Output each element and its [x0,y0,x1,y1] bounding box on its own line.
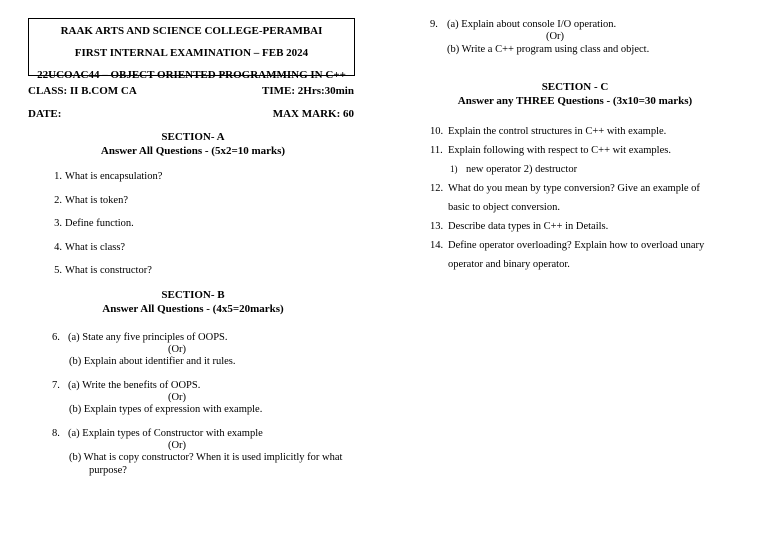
question-number: 5. [54,265,62,276]
question-2 [52,194,358,208]
question-number: 13. [430,221,444,232]
section-a-questions [52,170,358,278]
section-c-questions [430,122,740,274]
course-title: 22UCOAC44 – OBJECT ORIENTED PROGRAMMING IN C++ [37,69,346,81]
question-number: 4. [54,241,62,253]
subitem-number: 1) [450,164,458,174]
question-11 [430,141,740,160]
question-14 [430,236,740,255]
or-separator: (Or) [167,344,187,355]
subitem-text: new operator 2) destructor [466,164,578,175]
question-part-a: (a) State any five principles of OOPS. [68,331,228,343]
section-a-heading [28,130,358,158]
question-text: What is class? [65,241,126,253]
question-number: 1. [54,171,62,182]
section-c-heading [430,80,720,108]
question-number: 8. [52,427,60,439]
question-text: What do you mean by type conversion? Give an example of [448,183,700,194]
question-12-continued: basic to object conversion. [448,202,560,213]
question-part-b: (b) What is copy constructor? When it is used implicitly for what [69,452,343,463]
question-1 [52,170,358,184]
meta-row-class-time [28,85,356,97]
section-c-instruction: Answer any THREE Questions - (3x10=30 marks) [457,95,693,107]
question-text: What is constructor? [65,265,152,276]
question-number: 3. [54,218,62,229]
section-c-title: SECTION - C [541,81,609,93]
exam-header-box [28,18,355,81]
question-part-a: (a) Explain about console I/O operation. [447,19,617,30]
section-b-title: SECTION- B [161,288,225,301]
question-14-continued: operator and binary operator. [448,259,570,270]
question-part-b: (b) Write a C++ program using class and object. [447,44,650,55]
question-number: 12. [430,183,444,194]
question-number: 6. [52,331,60,343]
section-b-questions [52,332,358,478]
or-separator: (Or) [167,392,187,403]
question-12 [430,179,740,198]
question-number: 9. [430,19,438,30]
question-number: 11. [430,145,443,156]
meta-row-date-mark [28,108,356,120]
question-number: 10. [430,126,444,137]
question-part-b-continued: purpose? [89,464,127,476]
question-10 [430,122,740,141]
college-name: RAAK ARTS AND SCIENCE COLLEGE-PERAMBAI [60,25,323,37]
question-7 [52,380,358,417]
or-separator: (Or) [167,440,187,451]
question-13 [430,217,740,236]
question-4 [52,241,358,255]
or-separator: (Or) [545,31,565,42]
question-text: Define function. [65,218,134,229]
question-number: 2. [54,194,62,206]
section-a-instruction: Answer All Questions - (5x2=10 marks) [100,145,286,157]
left-column [28,18,358,488]
section-b-instruction: Answer All Questions - (4x5=20marks) [102,302,284,315]
question-8 [52,428,358,478]
question-6 [52,332,358,369]
question-number: 14. [430,240,444,251]
question-part-a: (a) Explain types of Constructor with example [68,427,263,439]
section-b-heading [28,288,358,316]
question-text: Define operator overloading? Explain how to overload unary [448,240,705,251]
question-11-subitem [430,160,740,179]
question-text: Explain the control structures in C++ with example. [448,126,667,137]
right-column [430,18,740,274]
class-label: CLASS: II B.COM CA [28,85,137,97]
question-part-b: (b) Explain about identifier and it rules. [69,356,236,367]
question-part-b: (b) Explain types of expression with example. [69,404,263,415]
question-number: 7. [52,379,60,391]
question-5 [52,264,358,278]
date-label: DATE: [28,108,62,120]
question-9 [430,18,740,56]
time-label: TIME: 2Hrs:30min [262,85,354,97]
section-a-title: SECTION- A [161,131,225,143]
exam-title: FIRST INTERNAL EXAMINATION – FEB 2024 [74,47,309,59]
question-text: What is token? [65,194,128,206]
question-text: What is encapsulation? [65,171,163,182]
question-text: Describe data types in C++ in Details. [448,221,609,232]
question-part-a: (a) Write the benefits of OOPS. [68,379,201,391]
max-mark-label: MAX MARK: 60 [272,108,354,120]
question-3 [52,217,358,231]
question-text: Explain following with respect to C++ wit examples. [448,145,671,156]
